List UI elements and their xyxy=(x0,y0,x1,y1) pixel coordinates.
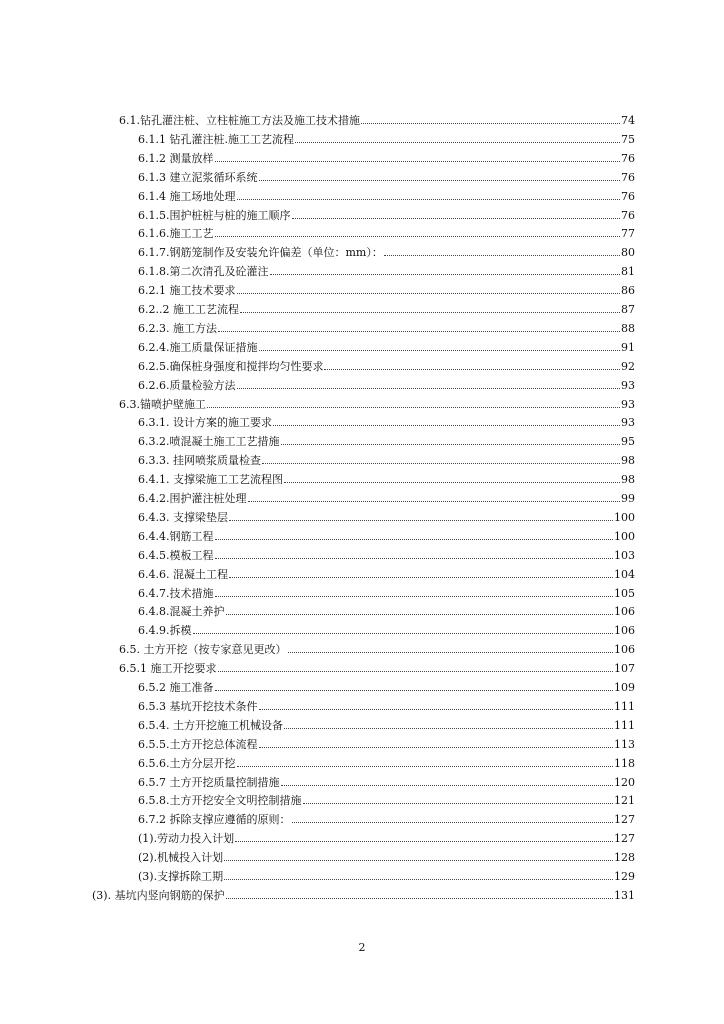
toc-leader-dots xyxy=(248,492,621,502)
toc-leader-dots xyxy=(218,322,620,332)
toc-leader-dots xyxy=(281,435,621,445)
toc-entry-page: 104 xyxy=(614,567,635,581)
toc-entry-page: 120 xyxy=(614,775,635,789)
toc-leader-dots xyxy=(224,851,613,861)
toc-entry xyxy=(138,794,635,808)
toc-leader-dots xyxy=(361,114,620,124)
toc-entry-title: 6.1.1 钻孔灌注桩.施工工艺流程 xyxy=(138,132,294,146)
toc-entry-title: 6.2..2 施工工艺流程 xyxy=(138,303,239,316)
toc-entry-page: 107 xyxy=(614,662,635,676)
toc-entry-title: 6.4.1. 支撑梁施工工艺流程图 xyxy=(138,473,283,487)
toc-entry-page: 106 xyxy=(614,624,635,638)
toc-entry-title: 6.4.8.混凝土养护 xyxy=(138,605,225,619)
toc-entry xyxy=(138,133,635,147)
toc-entry-page: 131 xyxy=(614,888,635,902)
toc-entry-title: 6.5.5.土方开挖总体流程 xyxy=(138,737,258,751)
toc-entry-title: 6.4.5.模板工程 xyxy=(138,548,214,562)
toc-leader-dots xyxy=(284,719,613,729)
toc-entry-title: 6.1.钻孔灌注桩、立柱桩施工方法及施工技术措施 xyxy=(119,114,360,127)
toc-leader-dots xyxy=(384,246,620,256)
toc-entry xyxy=(119,643,635,657)
toc-entry-page: 105 xyxy=(614,586,635,600)
toc-entry-page: 121 xyxy=(614,794,635,808)
toc-leader-dots xyxy=(229,568,613,578)
toc-leader-dots xyxy=(284,473,620,483)
toc-leader-dots xyxy=(218,662,614,672)
toc-entry-title: (3).支撑拆除工期 xyxy=(138,870,224,883)
toc-leader-dots xyxy=(229,511,613,521)
toc-entry xyxy=(138,813,635,827)
toc-leader-dots xyxy=(193,624,614,634)
toc-entry-page: 91 xyxy=(621,340,635,354)
toc-entry-page: 98 xyxy=(621,454,635,468)
toc-entry-page: 87 xyxy=(621,303,635,316)
toc-entry xyxy=(138,284,635,298)
toc-entry-title: 6.1.6.施工工艺 xyxy=(138,227,214,241)
toc-entry-title: 6.4.9.拆模 xyxy=(138,624,192,638)
toc-entry xyxy=(138,530,635,544)
toc-entry-title: 6.3.锚喷护壁施工 xyxy=(119,397,206,411)
toc-entry xyxy=(119,398,635,412)
toc-leader-dots xyxy=(240,303,620,313)
toc-entry xyxy=(138,587,635,601)
toc-entry xyxy=(138,246,635,260)
toc-entry-page: 99 xyxy=(621,492,635,505)
toc-entry-title: 6.3.1. 设计方案的施工要求 xyxy=(138,416,272,430)
toc-entry-title: 6.4.2.围护灌注桩处理 xyxy=(138,492,247,505)
toc-entry-title: 6.5.3 基坑开挖技术条件 xyxy=(138,699,258,713)
toc-entry xyxy=(138,605,635,619)
toc-leader-dots xyxy=(215,681,614,691)
toc-entry xyxy=(138,454,635,468)
toc-entry xyxy=(138,379,635,393)
toc-entry xyxy=(138,360,635,374)
toc-entry-page: 100 xyxy=(614,510,635,524)
toc-leader-dots xyxy=(273,416,620,426)
toc-entry-page: 93 xyxy=(621,397,635,411)
toc-leader-dots xyxy=(259,738,614,748)
toc-entry-page: 95 xyxy=(621,435,635,449)
toc-leader-dots xyxy=(259,341,621,351)
toc-entry xyxy=(138,776,635,790)
toc-entry-page: 88 xyxy=(621,321,635,335)
toc-entry-page: 93 xyxy=(621,416,635,430)
toc-entry-page: 129 xyxy=(614,870,635,883)
toc-entry xyxy=(138,511,635,525)
toc-entry-title: 6.2.3. 施工方法 xyxy=(138,321,217,335)
toc-entry xyxy=(138,416,635,430)
toc-entry-title: 6.5.1 施工开挖要求 xyxy=(119,662,217,676)
toc-entry-page: 98 xyxy=(621,473,635,487)
toc-leader-dots xyxy=(237,757,614,767)
toc-entry-title: 6.1.8.第二次清孔及砼灌注 xyxy=(138,265,269,279)
toc-entry-page: 127 xyxy=(614,813,635,827)
toc-entry xyxy=(138,624,635,638)
toc-entry-title: 6.4.3. 支撑梁垫层 xyxy=(138,510,228,524)
toc-entry-page: 111 xyxy=(614,699,635,713)
toc-leader-dots xyxy=(262,454,620,464)
toc-entry-page: 106 xyxy=(614,605,635,619)
toc-entry-title: 6.2.5.确保桩身强度和搅拌均匀性要求 xyxy=(138,359,324,373)
toc-entry-title: 6.4.4.钢筋工程 xyxy=(138,529,214,543)
toc-leader-dots xyxy=(259,171,621,181)
toc-leader-dots xyxy=(207,398,620,408)
toc-leader-dots xyxy=(295,133,620,143)
toc-leader-dots xyxy=(324,360,620,370)
toc-entry-title: 6.3.2.喷混凝土施工工艺措施 xyxy=(138,435,280,449)
toc-entry-page: 93 xyxy=(621,378,635,392)
toc-entry xyxy=(138,568,635,582)
toc-entry-page: 111 xyxy=(614,718,635,732)
toc-entry-title: 6.4.7.技术措施 xyxy=(138,586,214,600)
toc-entry-page: 81 xyxy=(621,265,635,279)
toc-leader-dots xyxy=(215,152,621,162)
toc-leader-dots xyxy=(215,530,614,540)
toc-entry-title: 6.1.3 建立泥浆循环系统 xyxy=(138,170,258,184)
toc-entry-title: 6.2.6.质量检验方法 xyxy=(138,378,236,392)
toc-entry-title: 6.5.2 施工准备 xyxy=(138,681,214,694)
toc-entry-title: 6.1.2 测量放样 xyxy=(138,151,214,165)
toc-entry-page: 75 xyxy=(621,132,635,146)
toc-entry-page: 92 xyxy=(621,359,635,373)
toc-entry xyxy=(138,171,635,185)
toc-entry xyxy=(138,492,635,506)
toc-entry-page: 76 xyxy=(621,208,635,222)
toc-entry-title: (1).劳动力投入计划 xyxy=(138,832,235,846)
toc-entry-page: 128 xyxy=(614,851,635,865)
toc-entry-page: 76 xyxy=(621,189,635,203)
toc-entry xyxy=(138,719,635,733)
toc-leader-dots xyxy=(259,700,614,710)
toc-entry xyxy=(138,265,635,279)
toc-entry xyxy=(119,114,635,128)
toc-entry-title: (3). 基坑内竖向钢筋的保护 xyxy=(92,888,225,902)
toc-entry xyxy=(138,549,635,563)
toc-entry-title: 6.5.6.土方分层开挖 xyxy=(138,756,236,770)
toc-leader-dots xyxy=(292,813,614,823)
toc-entry-title: (2).机械投入计划 xyxy=(138,851,224,865)
toc-entry-page: 86 xyxy=(621,284,635,298)
toc-leader-dots xyxy=(237,379,621,389)
toc-entry xyxy=(138,190,635,204)
toc-leader-dots xyxy=(303,794,614,804)
toc-entry xyxy=(138,303,635,317)
toc-entry-page: 77 xyxy=(621,227,635,241)
toc-leader-dots xyxy=(237,190,621,200)
toc-leader-dots xyxy=(215,549,614,559)
toc-leader-dots xyxy=(281,776,614,786)
toc-entry-page: 76 xyxy=(621,151,635,165)
toc-leader-dots xyxy=(224,870,613,880)
toc-entry xyxy=(138,870,635,884)
toc-entry-page: 80 xyxy=(621,246,635,260)
toc-entry-page: 127 xyxy=(614,832,635,846)
toc-entry-title: 6.5.7 土方开挖质量控制措施 xyxy=(138,775,280,789)
toc-entry-page: 103 xyxy=(614,548,635,562)
toc-leader-dots xyxy=(215,227,621,237)
toc-entry xyxy=(138,738,635,752)
toc-leader-dots xyxy=(215,587,614,597)
toc-leader-dots xyxy=(288,643,614,653)
toc-entry-page: 113 xyxy=(614,737,635,751)
toc-entry xyxy=(92,889,635,903)
toc-entry-title: 6.1.5.围护桩桩与桩的施工顺序 xyxy=(138,208,291,222)
toc-entry xyxy=(138,209,635,223)
toc-entry-title: 6.1.4 施工场地处理 xyxy=(138,189,236,203)
toc-entry xyxy=(119,662,635,676)
toc-entry-page: 109 xyxy=(614,681,635,694)
toc-leader-dots xyxy=(226,889,613,899)
toc-leader-dots xyxy=(237,284,621,294)
toc-entry xyxy=(138,832,635,846)
toc-leader-dots xyxy=(292,209,621,219)
toc-entry-title: 6.5.4. 土方开挖施工机械设备 xyxy=(138,718,283,732)
toc-entry-title: 6.1.7.钢筋笼制作及安装允许偏差（单位：mm）： xyxy=(138,246,383,260)
toc-entry xyxy=(138,700,635,714)
toc-entry-page: 100 xyxy=(614,529,635,543)
toc-entry xyxy=(138,681,635,695)
toc-entry-page: 74 xyxy=(621,114,635,127)
toc-entry-title: 6.4.6. 混凝土工程 xyxy=(138,567,228,581)
toc-entry xyxy=(138,322,635,336)
toc-entry xyxy=(138,227,635,241)
toc-leader-dots xyxy=(235,832,613,842)
toc-entry-page: 118 xyxy=(614,756,635,770)
toc-entry xyxy=(138,851,635,865)
toc-entry-title: 6.2.1 施工技术要求 xyxy=(138,284,236,298)
toc-entry xyxy=(138,757,635,771)
toc-entry xyxy=(138,435,635,449)
toc-entry-title: 6.7.2 拆除支撑应遵循的原则： xyxy=(138,813,291,827)
toc-entry-page: 76 xyxy=(621,170,635,184)
toc-leader-dots xyxy=(270,265,621,275)
toc-entry-title: 6.2.4.施工质量保证措施 xyxy=(138,340,258,354)
toc-entry-title: 6.5. 土方开挖（按专家意见更改） xyxy=(119,643,287,657)
toc-entry-title: 6.5.8.土方开挖安全文明控制措施 xyxy=(138,794,302,808)
toc-entry-title: 6.3.3. 挂网喷浆质量检查 xyxy=(138,454,261,468)
toc-leader-dots xyxy=(226,605,614,615)
page-number: 2 xyxy=(358,941,366,954)
toc-entry xyxy=(138,341,635,355)
toc-entry xyxy=(138,152,635,166)
toc-entry-page: 106 xyxy=(614,643,635,657)
toc-entry xyxy=(138,473,635,487)
